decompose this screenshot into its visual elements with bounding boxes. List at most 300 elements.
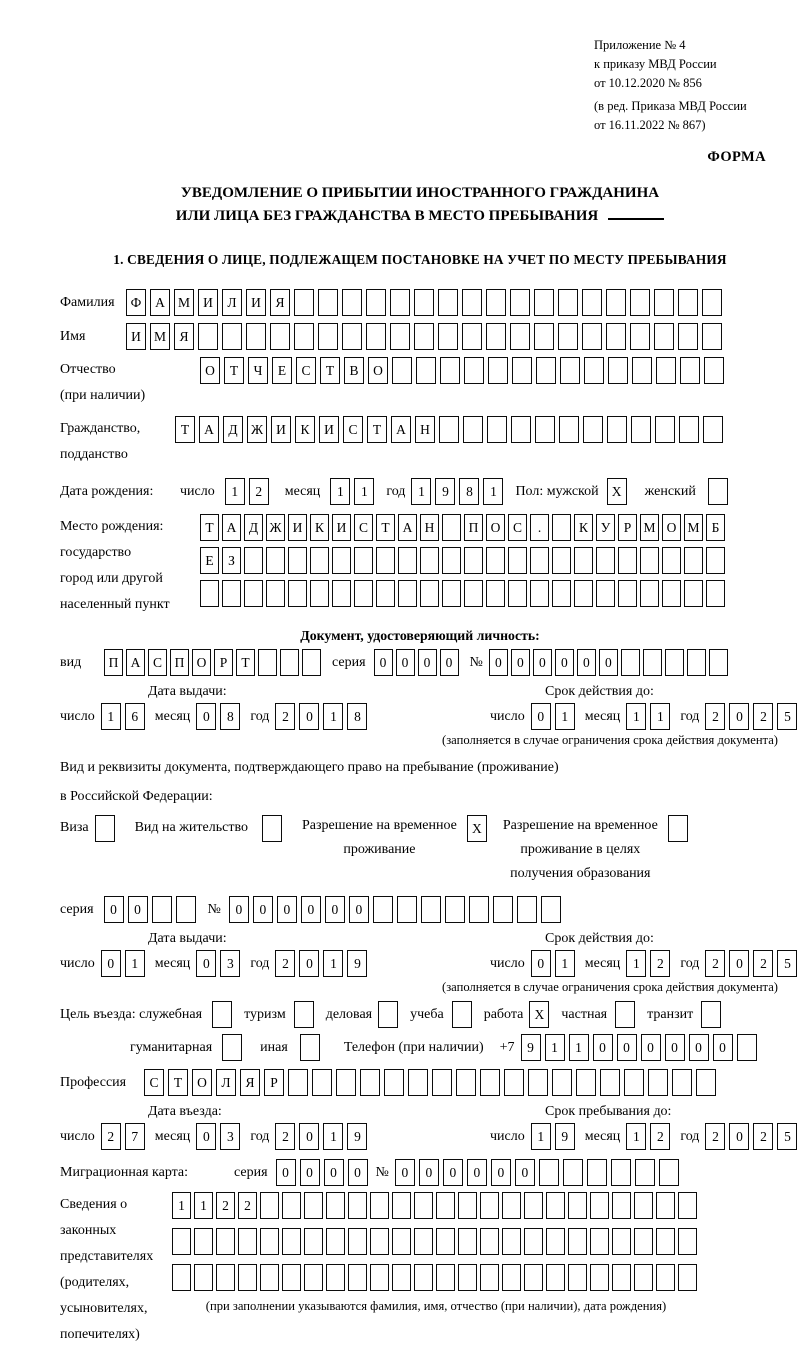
char-cell[interactable] — [659, 1159, 679, 1186]
char-cell[interactable]: С — [343, 416, 363, 443]
char-cell[interactable]: 2 — [753, 703, 773, 730]
char-cell[interactable] — [582, 289, 602, 316]
char-cell[interactable]: 2 — [705, 1123, 725, 1150]
char-cell[interactable] — [510, 323, 530, 350]
char-cell[interactable] — [288, 547, 307, 574]
checkbox-cell[interactable] — [668, 815, 688, 842]
char-cell[interactable] — [194, 1228, 213, 1255]
char-cell[interactable]: 3 — [220, 950, 240, 977]
char-cell[interactable] — [436, 1264, 455, 1291]
char-cell[interactable]: 0 — [443, 1159, 463, 1186]
char-cell[interactable]: П — [464, 514, 483, 541]
char-cell[interactable] — [541, 896, 561, 923]
char-cell[interactable]: 1 — [545, 1034, 565, 1061]
char-cell[interactable]: Н — [415, 416, 435, 443]
char-cell[interactable] — [376, 580, 395, 607]
char-cell[interactable]: 2 — [275, 950, 295, 977]
char-cell[interactable] — [584, 357, 604, 384]
char-cell[interactable] — [384, 1069, 404, 1096]
char-cell[interactable] — [631, 416, 651, 443]
checkbox-cell[interactable]: X — [529, 1001, 549, 1028]
char-cell[interactable]: 0 — [128, 896, 148, 923]
char-cell[interactable] — [680, 357, 700, 384]
char-cell[interactable] — [536, 357, 556, 384]
char-cell[interactable]: 0 — [325, 896, 345, 923]
char-cell[interactable]: 0 — [515, 1159, 535, 1186]
char-cell[interactable] — [464, 580, 483, 607]
char-cell[interactable]: С — [144, 1069, 164, 1096]
char-cell[interactable] — [559, 416, 579, 443]
char-cell[interactable]: С — [508, 514, 527, 541]
char-cell[interactable] — [530, 547, 549, 574]
char-cell[interactable]: Т — [320, 357, 340, 384]
char-cell[interactable] — [436, 1228, 455, 1255]
char-cell[interactable] — [152, 896, 172, 923]
char-cell[interactable] — [312, 1069, 332, 1096]
char-cell[interactable]: 1 — [483, 478, 503, 505]
char-cell[interactable]: 2 — [249, 478, 269, 505]
char-cell[interactable]: 0 — [617, 1034, 637, 1061]
char-cell[interactable] — [318, 289, 338, 316]
char-cell[interactable]: 0 — [729, 703, 749, 730]
char-cell[interactable] — [392, 357, 412, 384]
char-cell[interactable] — [634, 1192, 653, 1219]
char-cell[interactable]: 0 — [531, 950, 551, 977]
char-cell[interactable] — [709, 649, 728, 676]
char-cell[interactable]: 2 — [650, 1123, 670, 1150]
char-cell[interactable]: 0 — [277, 896, 297, 923]
char-cell[interactable] — [469, 896, 489, 923]
char-cell[interactable] — [656, 357, 676, 384]
char-cell[interactable] — [172, 1228, 191, 1255]
checkbox-cell[interactable] — [615, 1001, 635, 1028]
char-cell[interactable]: 0 — [253, 896, 273, 923]
char-cell[interactable]: О — [192, 1069, 212, 1096]
char-cell[interactable]: К — [574, 514, 593, 541]
char-cell[interactable] — [438, 323, 458, 350]
char-cell[interactable] — [552, 547, 571, 574]
char-cell[interactable]: 1 — [531, 1123, 551, 1150]
char-cell[interactable] — [502, 1228, 521, 1255]
char-cell[interactable]: 1 — [125, 950, 145, 977]
char-cell[interactable] — [630, 323, 650, 350]
char-cell[interactable] — [304, 1192, 323, 1219]
char-cell[interactable] — [574, 580, 593, 607]
char-cell[interactable] — [463, 416, 483, 443]
char-cell[interactable] — [493, 896, 513, 923]
char-cell[interactable]: 8 — [347, 703, 367, 730]
char-cell[interactable] — [288, 1069, 308, 1096]
char-cell[interactable] — [528, 1069, 548, 1096]
char-cell[interactable]: Р — [618, 514, 637, 541]
char-cell[interactable]: 5 — [777, 1123, 797, 1150]
char-cell[interactable]: 0 — [577, 649, 596, 676]
char-cell[interactable]: К — [295, 416, 315, 443]
char-cell[interactable]: 1 — [354, 478, 374, 505]
char-cell[interactable] — [420, 580, 439, 607]
char-cell[interactable]: 0 — [713, 1034, 733, 1061]
char-cell[interactable]: 8 — [459, 478, 479, 505]
char-cell[interactable] — [558, 323, 578, 350]
char-cell[interactable] — [176, 896, 196, 923]
char-cell[interactable]: Т — [175, 416, 195, 443]
char-cell[interactable] — [348, 1228, 367, 1255]
char-cell[interactable]: 0 — [348, 1159, 368, 1186]
char-cell[interactable] — [282, 1192, 301, 1219]
char-cell[interactable]: 1 — [225, 478, 245, 505]
char-cell[interactable]: 0 — [349, 896, 369, 923]
char-cell[interactable] — [282, 1228, 301, 1255]
char-cell[interactable] — [376, 547, 395, 574]
char-cell[interactable] — [392, 1192, 411, 1219]
char-cell[interactable]: Ж — [266, 514, 285, 541]
char-cell[interactable] — [696, 1069, 716, 1096]
char-cell[interactable] — [524, 1192, 543, 1219]
char-cell[interactable] — [563, 1159, 583, 1186]
char-cell[interactable]: 1 — [650, 703, 670, 730]
char-cell[interactable] — [480, 1069, 500, 1096]
char-cell[interactable] — [458, 1264, 477, 1291]
char-cell[interactable] — [504, 1069, 524, 1096]
char-cell[interactable] — [706, 580, 725, 607]
char-cell[interactable]: 0 — [467, 1159, 487, 1186]
char-cell[interactable] — [318, 323, 338, 350]
char-cell[interactable]: 0 — [729, 1123, 749, 1150]
char-cell[interactable] — [546, 1264, 565, 1291]
char-cell[interactable]: 2 — [101, 1123, 121, 1150]
char-cell[interactable] — [558, 289, 578, 316]
char-cell[interactable]: 1 — [101, 703, 121, 730]
char-cell[interactable]: 1 — [323, 1123, 343, 1150]
char-cell[interactable] — [310, 547, 329, 574]
char-cell[interactable]: И — [319, 416, 339, 443]
char-cell[interactable]: 0 — [641, 1034, 661, 1061]
char-cell[interactable]: 0 — [196, 703, 216, 730]
char-cell[interactable] — [534, 323, 554, 350]
checkbox-cell[interactable]: X — [607, 478, 627, 505]
char-cell[interactable] — [590, 1264, 609, 1291]
char-cell[interactable]: 0 — [301, 896, 321, 923]
char-cell[interactable]: 0 — [689, 1034, 709, 1061]
char-cell[interactable] — [354, 580, 373, 607]
char-cell[interactable] — [414, 1192, 433, 1219]
char-cell[interactable] — [266, 547, 285, 574]
char-cell[interactable]: С — [354, 514, 373, 541]
char-cell[interactable] — [488, 357, 508, 384]
char-cell[interactable]: 0 — [489, 649, 508, 676]
char-cell[interactable] — [678, 1228, 697, 1255]
char-cell[interactable]: 1 — [555, 950, 575, 977]
char-cell[interactable] — [612, 1264, 631, 1291]
char-cell[interactable] — [706, 547, 725, 574]
char-cell[interactable] — [606, 323, 626, 350]
char-cell[interactable]: 0 — [276, 1159, 296, 1186]
char-cell[interactable] — [612, 1192, 631, 1219]
char-cell[interactable] — [222, 580, 241, 607]
char-cell[interactable]: Л — [222, 289, 242, 316]
char-cell[interactable] — [194, 1264, 213, 1291]
char-cell[interactable] — [684, 547, 703, 574]
char-cell[interactable]: П — [104, 649, 123, 676]
char-cell[interactable]: 1 — [555, 703, 575, 730]
char-cell[interactable] — [640, 580, 659, 607]
char-cell[interactable]: 7 — [125, 1123, 145, 1150]
char-cell[interactable]: 0 — [229, 896, 249, 923]
char-cell[interactable]: 0 — [395, 1159, 415, 1186]
char-cell[interactable] — [442, 547, 461, 574]
char-cell[interactable] — [480, 1228, 499, 1255]
char-cell[interactable]: 0 — [299, 950, 319, 977]
char-cell[interactable]: М — [150, 323, 170, 350]
char-cell[interactable] — [445, 896, 465, 923]
char-cell[interactable]: 0 — [665, 1034, 685, 1061]
checkbox-cell[interactable] — [222, 1034, 242, 1061]
char-cell[interactable] — [480, 1264, 499, 1291]
char-cell[interactable] — [238, 1228, 257, 1255]
char-cell[interactable]: 1 — [411, 478, 431, 505]
char-cell[interactable] — [258, 649, 277, 676]
char-cell[interactable] — [665, 649, 684, 676]
char-cell[interactable] — [438, 289, 458, 316]
char-cell[interactable] — [678, 289, 698, 316]
char-cell[interactable] — [656, 1264, 675, 1291]
char-cell[interactable] — [662, 580, 681, 607]
char-cell[interactable] — [304, 1228, 323, 1255]
char-cell[interactable] — [370, 1264, 389, 1291]
char-cell[interactable]: М — [174, 289, 194, 316]
char-cell[interactable]: О — [368, 357, 388, 384]
char-cell[interactable]: 0 — [555, 649, 574, 676]
char-cell[interactable] — [678, 323, 698, 350]
char-cell[interactable]: А — [199, 416, 219, 443]
char-cell[interactable]: 2 — [705, 950, 725, 977]
char-cell[interactable] — [574, 547, 593, 574]
checkbox-cell[interactable] — [378, 1001, 398, 1028]
char-cell[interactable]: А — [391, 416, 411, 443]
char-cell[interactable] — [654, 323, 674, 350]
char-cell[interactable]: 1 — [626, 950, 646, 977]
char-cell[interactable] — [568, 1228, 587, 1255]
char-cell[interactable] — [583, 416, 603, 443]
checkbox-cell[interactable] — [708, 478, 728, 505]
char-cell[interactable]: И — [271, 416, 291, 443]
char-cell[interactable] — [612, 1228, 631, 1255]
char-cell[interactable] — [600, 1069, 620, 1096]
char-cell[interactable]: Р — [214, 649, 233, 676]
char-cell[interactable] — [439, 416, 459, 443]
char-cell[interactable] — [244, 580, 263, 607]
char-cell[interactable] — [414, 1228, 433, 1255]
char-cell[interactable] — [512, 357, 532, 384]
char-cell[interactable] — [332, 547, 351, 574]
char-cell[interactable] — [672, 1069, 692, 1096]
char-cell[interactable] — [702, 289, 722, 316]
char-cell[interactable] — [606, 289, 626, 316]
char-cell[interactable] — [280, 649, 299, 676]
char-cell[interactable] — [260, 1228, 279, 1255]
char-cell[interactable]: А — [222, 514, 241, 541]
char-cell[interactable] — [354, 547, 373, 574]
char-cell[interactable]: Е — [200, 547, 219, 574]
char-cell[interactable] — [656, 1228, 675, 1255]
char-cell[interactable]: Ф — [126, 289, 146, 316]
char-cell[interactable] — [596, 580, 615, 607]
char-cell[interactable] — [397, 896, 417, 923]
char-cell[interactable] — [524, 1228, 543, 1255]
char-cell[interactable] — [200, 580, 219, 607]
char-cell[interactable] — [392, 1264, 411, 1291]
char-cell[interactable] — [510, 289, 530, 316]
char-cell[interactable] — [678, 1192, 697, 1219]
char-cell[interactable] — [432, 1069, 452, 1096]
char-cell[interactable]: Т — [200, 514, 219, 541]
char-cell[interactable] — [635, 1159, 655, 1186]
char-cell[interactable] — [348, 1192, 367, 1219]
char-cell[interactable] — [618, 580, 637, 607]
char-cell[interactable] — [398, 547, 417, 574]
char-cell[interactable] — [524, 1264, 543, 1291]
char-cell[interactable] — [618, 547, 637, 574]
char-cell[interactable] — [326, 1228, 345, 1255]
checkbox-cell[interactable] — [95, 815, 115, 842]
char-cell[interactable] — [172, 1264, 191, 1291]
char-cell[interactable]: 1 — [323, 703, 343, 730]
char-cell[interactable] — [458, 1228, 477, 1255]
char-cell[interactable] — [596, 547, 615, 574]
char-cell[interactable]: П — [170, 649, 189, 676]
char-cell[interactable]: Е — [272, 357, 292, 384]
char-cell[interactable] — [238, 1264, 257, 1291]
char-cell[interactable]: Ч — [248, 357, 268, 384]
char-cell[interactable]: Л — [216, 1069, 236, 1096]
char-cell[interactable]: 2 — [650, 950, 670, 977]
char-cell[interactable]: Т — [376, 514, 395, 541]
char-cell[interactable]: И — [288, 514, 307, 541]
char-cell[interactable] — [576, 1069, 596, 1096]
char-cell[interactable] — [294, 323, 314, 350]
char-cell[interactable] — [342, 323, 362, 350]
char-cell[interactable] — [621, 649, 640, 676]
char-cell[interactable]: Б — [706, 514, 725, 541]
char-cell[interactable]: 0 — [299, 703, 319, 730]
char-cell[interactable]: 9 — [521, 1034, 541, 1061]
char-cell[interactable]: 0 — [440, 649, 459, 676]
checkbox-cell[interactable] — [294, 1001, 314, 1028]
char-cell[interactable] — [539, 1159, 559, 1186]
char-cell[interactable]: Т — [367, 416, 387, 443]
char-cell[interactable] — [632, 357, 652, 384]
char-cell[interactable]: 0 — [593, 1034, 613, 1061]
char-cell[interactable] — [679, 416, 699, 443]
char-cell[interactable]: 2 — [275, 703, 295, 730]
char-cell[interactable]: 0 — [491, 1159, 511, 1186]
char-cell[interactable] — [530, 580, 549, 607]
char-cell[interactable] — [630, 289, 650, 316]
char-cell[interactable]: К — [310, 514, 329, 541]
char-cell[interactable]: Т — [236, 649, 255, 676]
char-cell[interactable]: 2 — [705, 703, 725, 730]
char-cell[interactable] — [336, 1069, 356, 1096]
char-cell[interactable] — [534, 289, 554, 316]
char-cell[interactable] — [590, 1192, 609, 1219]
char-cell[interactable] — [511, 416, 531, 443]
char-cell[interactable] — [390, 323, 410, 350]
char-cell[interactable]: 0 — [374, 649, 393, 676]
char-cell[interactable] — [260, 1264, 279, 1291]
char-cell[interactable]: 0 — [419, 1159, 439, 1186]
char-cell[interactable] — [552, 514, 571, 541]
char-cell[interactable] — [684, 580, 703, 607]
char-cell[interactable] — [442, 514, 461, 541]
char-cell[interactable] — [392, 1228, 411, 1255]
char-cell[interactable] — [737, 1034, 757, 1061]
checkbox-cell[interactable] — [212, 1001, 232, 1028]
char-cell[interactable]: 9 — [347, 1123, 367, 1150]
char-cell[interactable] — [302, 649, 321, 676]
char-cell[interactable]: О — [192, 649, 211, 676]
char-cell[interactable]: 9 — [347, 950, 367, 977]
char-cell[interactable] — [440, 357, 460, 384]
checkbox-cell[interactable]: X — [467, 815, 487, 842]
char-cell[interactable]: 0 — [324, 1159, 344, 1186]
char-cell[interactable]: С — [148, 649, 167, 676]
char-cell[interactable]: 9 — [435, 478, 455, 505]
char-cell[interactable]: 0 — [599, 649, 618, 676]
char-cell[interactable] — [348, 1264, 367, 1291]
char-cell[interactable]: И — [198, 289, 218, 316]
char-cell[interactable] — [198, 323, 218, 350]
char-cell[interactable] — [535, 416, 555, 443]
char-cell[interactable]: И — [332, 514, 351, 541]
checkbox-cell[interactable] — [452, 1001, 472, 1028]
char-cell[interactable] — [216, 1264, 235, 1291]
char-cell[interactable]: 0 — [196, 950, 216, 977]
char-cell[interactable] — [508, 547, 527, 574]
char-cell[interactable] — [436, 1192, 455, 1219]
char-cell[interactable]: И — [246, 289, 266, 316]
char-cell[interactable] — [414, 289, 434, 316]
char-cell[interactable] — [421, 896, 441, 923]
char-cell[interactable]: 0 — [299, 1123, 319, 1150]
char-cell[interactable] — [487, 416, 507, 443]
char-cell[interactable] — [266, 580, 285, 607]
checkbox-cell[interactable] — [300, 1034, 320, 1061]
char-cell[interactable]: 5 — [777, 950, 797, 977]
char-cell[interactable]: Т — [168, 1069, 188, 1096]
char-cell[interactable] — [366, 289, 386, 316]
char-cell[interactable]: 2 — [216, 1192, 235, 1219]
char-cell[interactable] — [624, 1069, 644, 1096]
char-cell[interactable] — [552, 1069, 572, 1096]
char-cell[interactable]: 1 — [626, 703, 646, 730]
char-cell[interactable] — [398, 580, 417, 607]
char-cell[interactable] — [222, 323, 242, 350]
char-cell[interactable] — [486, 289, 506, 316]
char-cell[interactable]: Я — [240, 1069, 260, 1096]
char-cell[interactable] — [552, 580, 571, 607]
char-cell[interactable]: 1 — [330, 478, 350, 505]
char-cell[interactable] — [326, 1192, 345, 1219]
char-cell[interactable]: 1 — [323, 950, 343, 977]
char-cell[interactable] — [294, 289, 314, 316]
char-cell[interactable] — [390, 289, 410, 316]
char-cell[interactable] — [640, 547, 659, 574]
char-cell[interactable]: 2 — [753, 950, 773, 977]
char-cell[interactable] — [703, 416, 723, 443]
char-cell[interactable]: . — [530, 514, 549, 541]
char-cell[interactable] — [546, 1192, 565, 1219]
char-cell[interactable]: И — [126, 323, 146, 350]
